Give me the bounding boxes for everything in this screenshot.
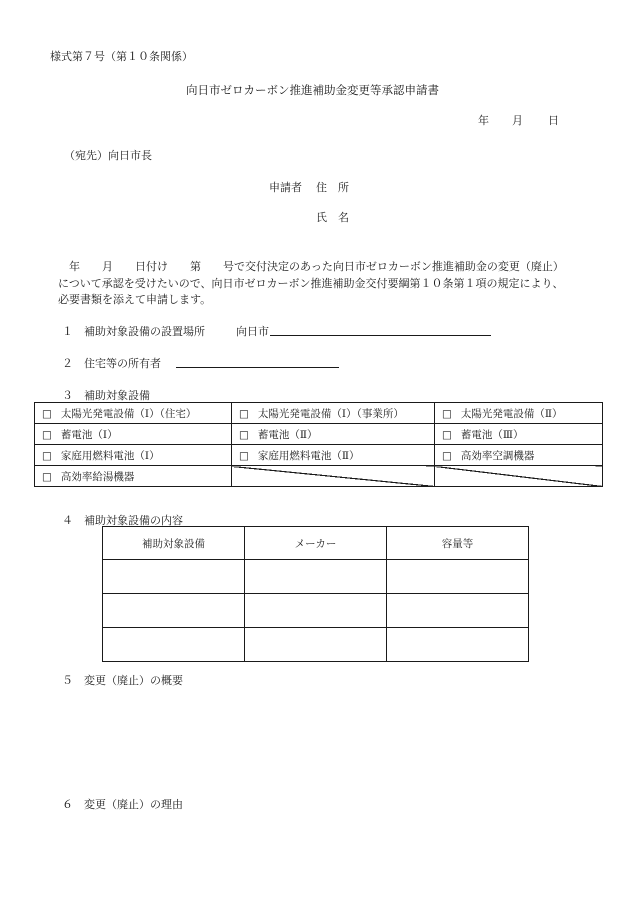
addressee: （宛先）向日市長	[64, 149, 152, 162]
installation-location-field[interactable]	[270, 335, 491, 336]
equipment-option[interactable]	[435, 445, 603, 466]
equipment-option[interactable]	[232, 403, 435, 424]
table-cell[interactable]	[387, 594, 529, 628]
installation-city: 向日市	[236, 325, 269, 338]
statement-line: について承認を受けたいので、向日市ゼロカーボン推進補助金交付要綱第１０条第１項の規定により、	[58, 276, 564, 290]
column-header: 容量等	[387, 527, 529, 560]
owner-field[interactable]	[176, 367, 339, 368]
checkbox[interactable]: □	[42, 449, 52, 462]
checkbox[interactable]: □	[42, 470, 52, 483]
equipment-label: 太陽光発電設備（Ⅰ）（事業所）	[257, 407, 404, 420]
table-row	[35, 466, 603, 487]
checkbox[interactable]: □	[239, 449, 249, 462]
table-row	[35, 403, 603, 424]
equipment-option[interactable]	[435, 403, 603, 424]
equipment-table	[34, 402, 603, 487]
section-4-label: ４ 補助対象設備の内容	[62, 514, 183, 527]
table-cell[interactable]	[387, 628, 529, 662]
equipment-option[interactable]	[232, 445, 435, 466]
equipment-content-table	[102, 526, 529, 662]
checkbox[interactable]: □	[442, 449, 452, 462]
table-row	[35, 424, 603, 445]
table-row	[35, 445, 603, 466]
equipment-option[interactable]	[435, 424, 603, 445]
section-6-label: ６ 変更（廃止）の理由	[62, 798, 183, 811]
table-cell[interactable]	[245, 594, 387, 628]
checkbox[interactable]: □	[442, 428, 452, 441]
statement-line: 年 月 日付け 第 号で交付決定のあった向日市ゼロカーボン推進補助金の変更（廃止）	[58, 260, 564, 273]
table-header-row	[103, 527, 529, 560]
table-row	[103, 628, 529, 662]
equipment-label: 蓄電池（Ⅰ）	[60, 428, 118, 441]
date-day: 日	[548, 114, 559, 127]
section-3-label: ３ 補助対象設備	[62, 389, 150, 402]
equipment-option[interactable]	[35, 424, 232, 445]
equipment-label: 蓄電池（Ⅱ）	[257, 428, 318, 441]
equipment-label: 高効率空調機器	[460, 449, 535, 462]
checkbox[interactable]: □	[239, 407, 249, 420]
equipment-label: 太陽光発電設備（Ⅱ）	[460, 407, 563, 420]
checkbox[interactable]: □	[42, 428, 52, 441]
table-cell[interactable]	[103, 594, 245, 628]
document-title: 向日市ゼロカーボン推進補助金変更等承認申請書	[186, 83, 439, 97]
equipment-label: 家庭用燃料電池（Ⅰ）	[60, 449, 160, 462]
checkbox[interactable]: □	[442, 407, 452, 420]
equipment-option[interactable]	[35, 445, 232, 466]
statement-line: 必要書類を添えて申請します。	[58, 293, 212, 306]
applicant-label: 申請者	[269, 181, 302, 194]
date-month: 月	[512, 114, 523, 127]
equipment-option[interactable]	[35, 403, 232, 424]
table-cell[interactable]	[103, 628, 245, 662]
table-cell[interactable]	[245, 560, 387, 594]
table-cell[interactable]	[387, 560, 529, 594]
column-header: 補助対象設備	[103, 527, 245, 560]
section-5-label: ５ 変更（廃止）の概要	[62, 674, 183, 687]
table-cell[interactable]	[103, 560, 245, 594]
equipment-option[interactable]	[232, 424, 435, 445]
blank-cell	[232, 466, 435, 487]
equipment-label: 高効率給湯機器	[60, 470, 135, 483]
checkbox[interactable]: □	[239, 428, 249, 441]
address-label: 住 所	[316, 181, 349, 194]
equipment-label: 蓄電池（Ⅲ）	[460, 428, 524, 441]
column-header: メーカー	[245, 527, 387, 560]
blank-cell	[435, 466, 603, 487]
table-row	[103, 560, 529, 594]
table-row	[103, 594, 529, 628]
checkbox[interactable]: □	[42, 407, 52, 420]
form-number: 様式第７号（第１０条関係）	[50, 50, 193, 63]
section-2-label: ２ 住宅等の所有者	[62, 357, 161, 370]
equipment-label: 太陽光発電設備（Ⅰ）（住宅）	[60, 407, 197, 420]
section-1-label: １ 補助対象設備の設置場所	[62, 325, 205, 338]
application-statement	[58, 259, 598, 309]
name-label: 氏 名	[316, 211, 349, 224]
table-cell[interactable]	[245, 628, 387, 662]
date-year: 年	[478, 114, 489, 127]
equipment-label: 家庭用燃料電池（Ⅱ）	[257, 449, 360, 462]
equipment-option[interactable]	[35, 466, 232, 487]
